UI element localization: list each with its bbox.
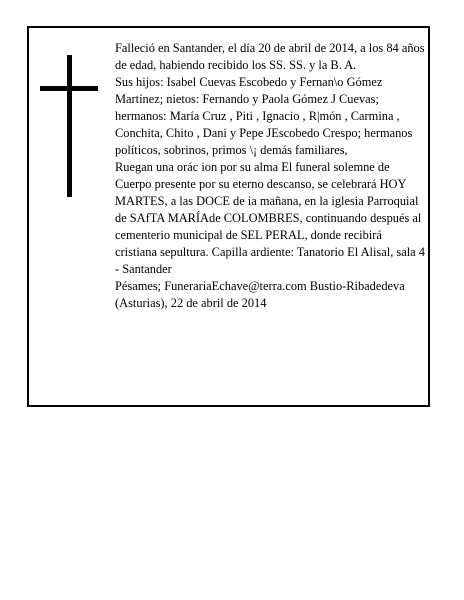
notice-text (115, 40, 425, 312)
cross-icon (40, 55, 98, 197)
death-announcement: Falleció en Santander, el día 20 de abril de 2014, a los 84 años de edad, habiendo recibido los SS. SS. y la B. A. (115, 41, 425, 72)
family-list: Sus hijos: Isabel Cuevas Escobedo y Fernan\o Gómez Martínez; nietos: Fernando y Paola Gómez J Cuevas; hermanos: María Cruz , Piti , Ignacio , R|món , Carmina , Conchita, Chito , Dani y Pepe JEscobedo Crespo; hermanos políticos, sobrinos, primos \¡ demás familiares, (115, 75, 413, 157)
cross-horizontal-bar (40, 86, 98, 91)
cross-vertical-bar (67, 55, 72, 197)
funeral-details: Ruegan una orác ion por su alma El funeral solemne de Cuerpo presente por su eterno descanso, se celebrará HOY MARTES, a las DOCE de ia mañana, en la iglesia Parroquial de SAfTA MARÍAde COLOMBRES, continuando después al cementerio municipal de SEL PERAL, donde recibirá cristiana sepultura. Capilla ardiente: Tanatorio El Alisal, sala 4 - Santander (115, 160, 425, 276)
condolences-contact: Pésames; FunerariaEchave@terra.com Bustio-Ribadedeva (Asturias), 22 de abril de 2014 (115, 279, 405, 310)
obituary-notice (27, 26, 430, 407)
